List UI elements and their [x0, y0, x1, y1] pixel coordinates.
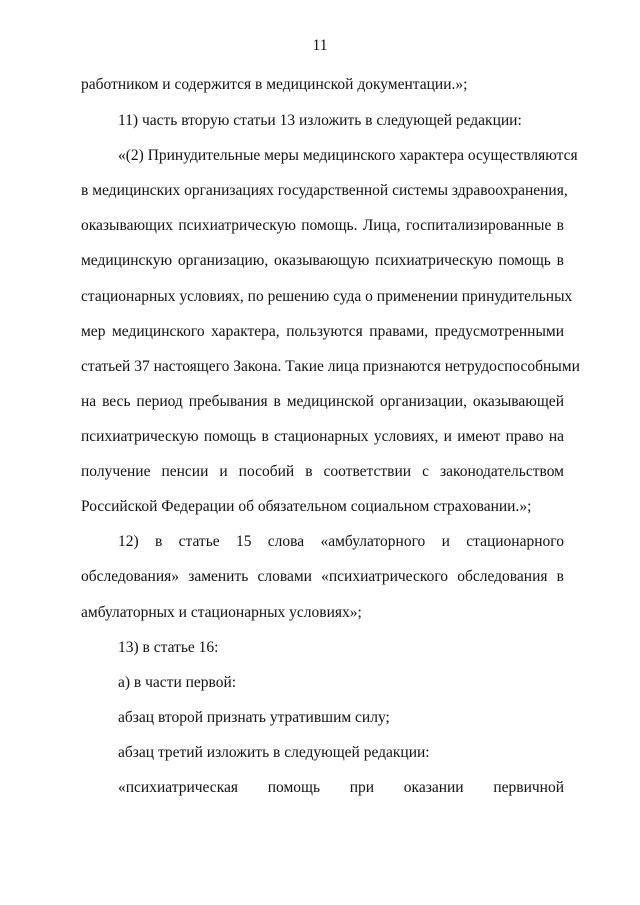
text-line: 12) в статье 15 слова «амбулаторного и стационарного	[118, 533, 564, 550]
text-line: абзац второй признать утратившим силу;	[118, 709, 390, 726]
text-line: абзац третий изложить в следующей редакции:	[118, 744, 430, 761]
text-line: обследования» заменить словами «психиатрического обследования в	[81, 568, 564, 585]
text-line: «(2) Принудительные меры медицинского характера осуществляются	[118, 147, 578, 164]
text-line: работником и содержится в медицинской документации.»;	[81, 76, 468, 93]
text-line: 11) часть вторую статьи 13 изложить в следующей редакции:	[118, 112, 522, 129]
text-line: в медицинских организациях государственной системы здравоохранения,	[81, 182, 568, 199]
page-number: 11	[312, 37, 328, 54]
text-line: а) в части первой:	[118, 674, 237, 691]
text-line: стационарных условиях, по решению суда о применении принудительных	[81, 288, 573, 305]
text-line: «психиатрическая помощь при оказании первичной	[118, 779, 564, 796]
text-line: получение пенсии и пособий в соответствии с законодательством	[81, 463, 564, 480]
text-line: на весь период пребывания в медицинской организации, оказывающей	[81, 393, 564, 410]
text-line: мер медицинского характера, пользуются правами, предусмотренными	[81, 323, 564, 340]
text-line: медицинскую организацию, оказывающую психиатрическую помощь в	[81, 252, 564, 269]
text-line: Российской Федерации об обязательном социальном страховании.»;	[81, 498, 532, 515]
text-line: психиатрическую помощь в стационарных условиях, и имеют право на	[81, 428, 564, 445]
text-line: оказывающих психиатрическую помощь. Лица, госпитализированные в	[81, 217, 564, 234]
text-line: 13) в статье 16:	[118, 639, 219, 656]
text-line: амбулаторных и стационарных условиях»;	[81, 604, 362, 621]
text-line: статьей 37 настоящего Закона. Такие лица признаются нетрудоспособными	[81, 358, 580, 375]
